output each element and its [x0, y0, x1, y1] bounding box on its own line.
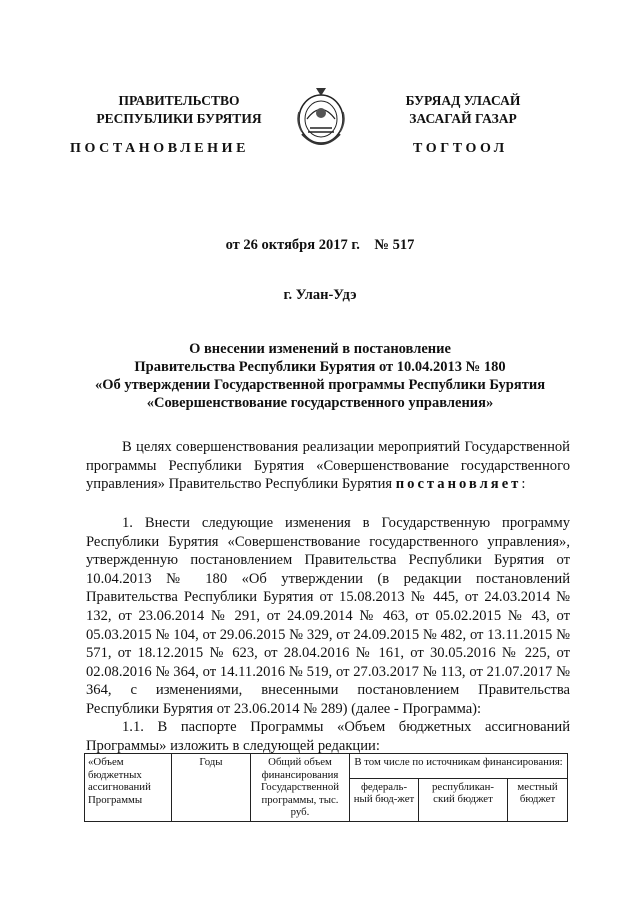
gov-name-ru-line1: ПРАВИТЕЛЬСТВО — [118, 93, 240, 108]
item-1-1-paragraph — [86, 718, 570, 755]
item-1-paragraph — [86, 514, 570, 719]
gov-name-ru-line2: РЕСПУБЛИКИ БУРЯТИЯ — [96, 111, 262, 126]
table-col-sources: В том числе по источникам финансирования: — [350, 754, 568, 779]
title-line1: О внесении изменений в постановление — [189, 341, 451, 357]
preamble-end: : — [521, 476, 526, 493]
table-col-years: Годы — [172, 754, 251, 822]
gov-name-bua-line2: ЗАСАГАЙ ГАЗАР — [409, 111, 517, 126]
preamble-decree-word: постановляет — [395, 476, 522, 493]
budget-table — [84, 753, 568, 822]
table-col-budget: «Объем бюджетных ассигнований Программы — [85, 754, 172, 822]
title-line4: «Совершенствование государственного управления» — [146, 395, 494, 411]
title-line3: «Об утверждении Государственной программы Республики Бурятия — [94, 377, 546, 393]
preamble-text: В целях совершенствования реализации мероприятий Государственной программы Республики Бурятия «Совершенствование государственного управления» Правительство Республики Бурятия — [86, 439, 570, 493]
doc-type-bua: ТОГТООЛ — [413, 141, 508, 156]
coat-of-arms-icon — [294, 82, 348, 152]
item-1-1-text: 1.1. В паспорте Программы «Объем бюджетных ассигнований Программы» изложить в следующей редакции: — [86, 719, 570, 754]
document-title — [0, 340, 640, 412]
table-sub-republic: республикан-ский бюджет — [419, 778, 508, 821]
date-number: от 26 октября 2017 г. № 517 — [225, 237, 415, 253]
city: г. Улан-Удэ — [283, 287, 357, 303]
table-header-row — [85, 754, 568, 779]
table-sub-local: местный бюджет — [508, 778, 568, 821]
gov-name-ru — [76, 92, 282, 128]
table-sub-federal: федераль-ный бюд-жет — [350, 778, 419, 821]
title-line2: Правительства Республики Бурятия от 10.04.2013 № 180 — [134, 359, 506, 375]
gov-name-bua — [378, 92, 548, 128]
preamble-paragraph — [86, 438, 570, 494]
item-1-text: 1. Внести следующие изменения в Государственную программу Республики Бурятия «Совершенствование государственного управления», утвержденную постановлением Правительства Республики Бурятия от 10.04.2013 № 180 «Об утверждении (в редакции постановлений Правительства Республики Бурятия от 15.08.2013 № 445, от 24.03.2014 № 132, от 23.06.2014 № 291, от 24.09.2014 № 463, от 05.02.2015 № 43, от 05.03.2015 № 104, от 29.06.2015 № 329, от 24.09.2015 № 482, от 13.11.2015 № 571, от 18.12.2015 № 623, от 28.04.2016 № 161, от 30.05.2016 № 225, от 02.08.2016 № 364, от 14.11.2016 № 519, от 27.03.2017 № 113, от 21.07.2017 № 364, с изменениями, внесенными постановлением Правительства Республики Бурятия от 23.06.2014 № 289) (далее - Программа): — [86, 515, 570, 717]
table-col-total: Общий объем финансирования Государственной программы, тыс. руб. — [251, 754, 350, 822]
gov-name-bua-line1: БУРЯАД УЛАСАЙ — [405, 93, 521, 108]
doc-type-ru: ПОСТАНОВЛЕНИЕ — [70, 141, 250, 156]
